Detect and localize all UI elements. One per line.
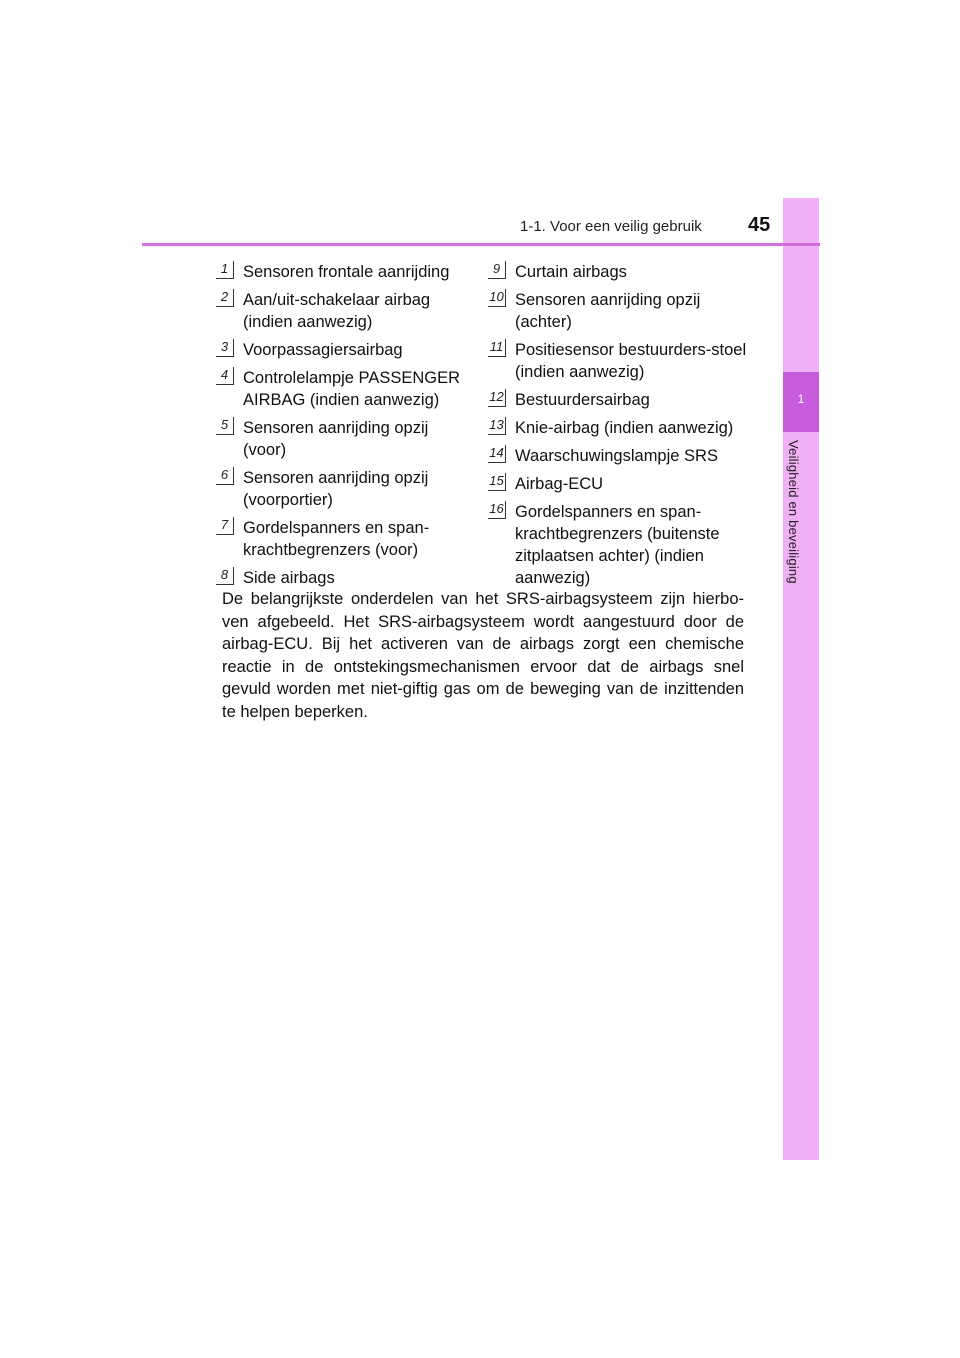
side-chapter-title: Veiligheid en beveiliging	[786, 440, 801, 584]
legend-label: Sensoren aanrijding opzij (voorportier)	[243, 469, 429, 509]
legend-item	[488, 501, 748, 589]
legend-item	[488, 339, 748, 383]
chapter-side-tab	[783, 198, 819, 1160]
legend-label: Gordelspanners en span-krachtbegrenzers (buitenste zitplaatsen achter) (indien aanwezig)	[515, 503, 720, 587]
header-divider	[142, 243, 820, 246]
legend-number-badge: 6	[216, 467, 234, 485]
legend-item	[216, 289, 466, 333]
legend-number-badge: 8	[216, 567, 234, 585]
legend-item	[488, 473, 748, 495]
legend-label: Controlelampje PASSENGER AIRBAG (indien aanwezig)	[243, 369, 461, 409]
legend-item	[488, 445, 748, 467]
legend-label: Sensoren frontale aanrijding	[243, 263, 450, 281]
legend-number-badge: 4	[216, 367, 234, 385]
legend-list-right	[488, 261, 748, 589]
side-chapter-number: 1	[797, 392, 805, 406]
legend-label: Sensoren aanrijding opzij (voor)	[243, 419, 429, 459]
legend-number-badge: 11	[488, 339, 506, 357]
legend-item	[216, 567, 466, 589]
legend-item	[216, 367, 466, 411]
legend-number-badge: 10	[488, 289, 506, 307]
legend-number-badge: 2	[216, 289, 234, 307]
legend-number-badge: 12	[488, 389, 506, 407]
legend-label: Voorpassagiersairbag	[243, 341, 403, 359]
legend-number-badge: 15	[488, 473, 506, 491]
section-header-title: 1-1. Voor een veilig gebruik	[520, 218, 702, 235]
legend-label: Positiesensor bestuurders-stoel (indien aanwezig)	[515, 341, 747, 381]
legend-label: Sensoren aanrijding opzij (achter)	[515, 291, 701, 331]
legend-number-badge: 9	[488, 261, 506, 279]
legend-number-badge: 16	[488, 501, 506, 519]
legend-item	[488, 261, 748, 283]
legend-number-badge: 5	[216, 417, 234, 435]
legend-label: Side airbags	[243, 569, 335, 587]
legend-label: Airbag-ECU	[515, 475, 604, 493]
legend-item	[216, 517, 466, 561]
legend-number-badge: 3	[216, 339, 234, 357]
legend-list-left	[216, 261, 466, 589]
legend-item	[488, 289, 748, 333]
legend-label: Gordelspanners en span-krachtbegrenzers (voor)	[243, 519, 430, 559]
legend-label: Aan/uit-schakelaar airbag (indien aanwezig)	[243, 291, 431, 331]
legend-label: Curtain airbags	[515, 263, 627, 281]
legend-item	[216, 417, 466, 461]
legend-number-badge: 1	[216, 261, 234, 279]
body-paragraph: De belangrijkste onderdelen van het SRS-airbagsysteem zijn hierbo-ven afgebeeld. Het SRS-airbagsysteem wordt aangestuurd door de airbag-ECU. Bij het activeren van de airbags zorgt een chemische reactie in de ontstekingsmechanismen ervoor dat de airbags snel gevuld worden met niet-giftig gas om de beweging van de inzittenden te helpen beperken.	[222, 590, 744, 721]
legend-number-badge: 7	[216, 517, 234, 535]
legend-number-badge: 14	[488, 445, 506, 463]
legend-item	[488, 389, 748, 411]
legend-item	[216, 339, 466, 361]
legend-label: Knie-airbag (indien aanwezig)	[515, 419, 734, 437]
legend-label: Bestuurdersairbag	[515, 391, 650, 409]
page-number: 45	[748, 214, 771, 236]
legend-item	[216, 261, 466, 283]
legend-label: Waarschuwingslampje SRS	[515, 447, 718, 465]
legend-item	[488, 417, 748, 439]
legend-number-badge: 13	[488, 417, 506, 435]
legend-item	[216, 467, 466, 511]
